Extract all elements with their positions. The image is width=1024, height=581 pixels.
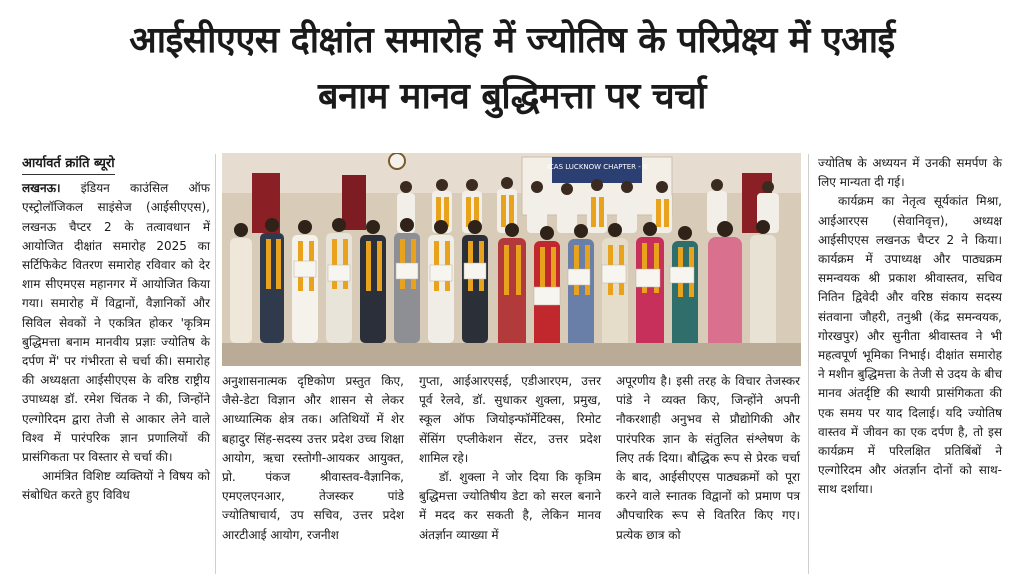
article-paragraph: डॉ. शुक्ला ने जोर दिया कि कृत्रिम बुद्धिमत्ता ज्योतिषीय डेटा को सरल बनाने में मदद कर सकती है, लेकिन मानव अंतर्ज्ञान व्याख्या में <box>419 470 601 542</box>
byline: आर्यावर्त क्रांति ब्यूरो <box>22 154 115 175</box>
banner-text: ICAS LUCKNOW CHAPTER - II <box>546 163 648 171</box>
article-column-2 <box>222 372 404 545</box>
article-paragraph: अनुशासनात्मक दृष्टिकोण प्रस्तुत किए, जैसे-डेटा विज्ञान और शासन से लेकर आध्यात्मिक क्षेत्र तक। अतिथियों में शेर बहादुर सिंह-सदस्य उत्तर प्रदेश उच्च शिक्षा आयोग, ऋचा रस्तोगी-आयकर आयुक्त, प्रो. पंकज श्रीवास्तव-वैज्ञानिक, एमएलएनआर, तेजस्कर पांडे ज्योतिषाचार्य, उप सचिव, उत्तर प्रदेश आरटीआई आयोग, रजनीश <box>222 374 404 542</box>
article-paragraph: ज्योतिष के अध्ययन में उनकी समर्पण के लिए मान्यता दी गई। <box>818 156 1002 190</box>
headline-line-1: आईसीएएस दीक्षांत समारोह में ज्योतिष के परिप्रेक्ष्य में एआई <box>129 20 895 61</box>
article-column-5 <box>818 154 1002 500</box>
article-paragraph: आमंत्रित विशिष्ट व्यक्तियों ने विषय को संबोधित करते हुए विविध <box>22 469 210 503</box>
article-paragraph: कार्यक्रम का नेतृत्व सूर्यकांत मिश्रा, आईआरएस (सेवानिवृत्त), अध्यक्ष आईसीएएस लखनऊ चैप्टर 2 ने किया। कार्यक्रम में उपाध्यक्ष और पाठ्यक्रम समन्वयक श्री प्रकाश श्रीवास्तव, सचिव नितिन द्विवेदी और वरिष्ठ संकाय सदस्य संतवाना जौहरी, तनुश्री (केंद्र समन्वयक, गोरखपुर) और सुनीता श्रीवास्तव ने भी महत्वपूर्ण भूमिका निभाई। दीक्षांत समारोह ने मशीन बुद्धिमत्ता के तेजी से उदय के बीच मानव अंतर्दृष्टि की स्थायी प्रासंगिकता की एक समय पर याद दिलाई। यदि ज्योतिष वास्तव में जीवन का एक दर्पण है, तो इस कार्यक्रम में परिलक्षित प्रतिबिंबों ने एल्गोरिदम और अंतर्ज्ञान दोनों को साथ-साथ दर्शाया। <box>818 194 1002 497</box>
article-column-3 <box>419 372 601 545</box>
article-column-1 <box>22 154 210 506</box>
article-paragraph: गुप्ता, आईआरएसई, एडीआरएम, उत्तर पूर्व रेलवे, डॉ. सुधाकर शुक्ला, प्रमुख, स्कूल ऑफ जियोइन्फॉर्मेटिक्स, रिमोट सेंसिंग एप्लीकेशन सेंटर, उत्तर प्रदेश शामिल रहे। <box>419 374 601 465</box>
headline-line-2: बनाम मानव बुद्धिमत्ता पर चर्चा <box>318 76 706 117</box>
article-paragraph <box>22 179 210 467</box>
column-divider <box>215 154 216 574</box>
column-divider <box>808 154 809 574</box>
article-column-4 <box>616 372 800 545</box>
article-paragraph: अपूरणीय है। इसी तरह के विचार तेजस्कर पांडे ने व्यक्त किए, जिन्होंने अपनी नौकरशाही अनुभव से प्रौद्योगिकी और पारंपरिक ज्ञान के संतुलित संश्लेषण के लिए तर्क दिया। बौद्धिक रूप से प्रेरक चर्चा के बाद, आईसीएएस पाठ्यक्रमों को पूरा करने वाले स्नातक विद्वानों को प्रमाण पत्र औपचारिक रूप से वितरित किए गए। प्रत्येक छात्र को <box>616 374 800 542</box>
event-photo <box>222 153 801 366</box>
paragraph-text: इंडियन काउंसिल ऑफ एस्ट्रोलॉजिकल साइंसेज (आईसीएएस), लखनऊ चैप्टर 2 के तत्वावधान में आयोजित दीक्षांत समारोह 2025 का सर्टिफिकेट वितरण समारोह रविवार को देर शाम सीएमएस महानगर में आयोजित किया गया। समारोह में विद्वानों, वैज्ञानिकों और सिविल सेवकों ने एकत्रित होकर 'कृत्रिम बुद्धिमत्ता बनाम मानवीय प्रज्ञाः ज्योतिष के दर्पण में' पर गंभीरता से चर्चा की। समारोह की अध्यक्षता आईसीएएस के वरिष्ठ राष्ट्रीय उपाध्यक्ष डॉ. रमेश चिंतक ने की, जिन्होंने एल्गोरिदम द्वारा तेजी से आकार लेने वाले विश्व में पारंपरिक ज्ञान प्रणालियों की प्रासंगिकता पर विस्तार से चर्चा की। <box>22 181 210 465</box>
dateline: लखनऊ। <box>22 181 61 196</box>
